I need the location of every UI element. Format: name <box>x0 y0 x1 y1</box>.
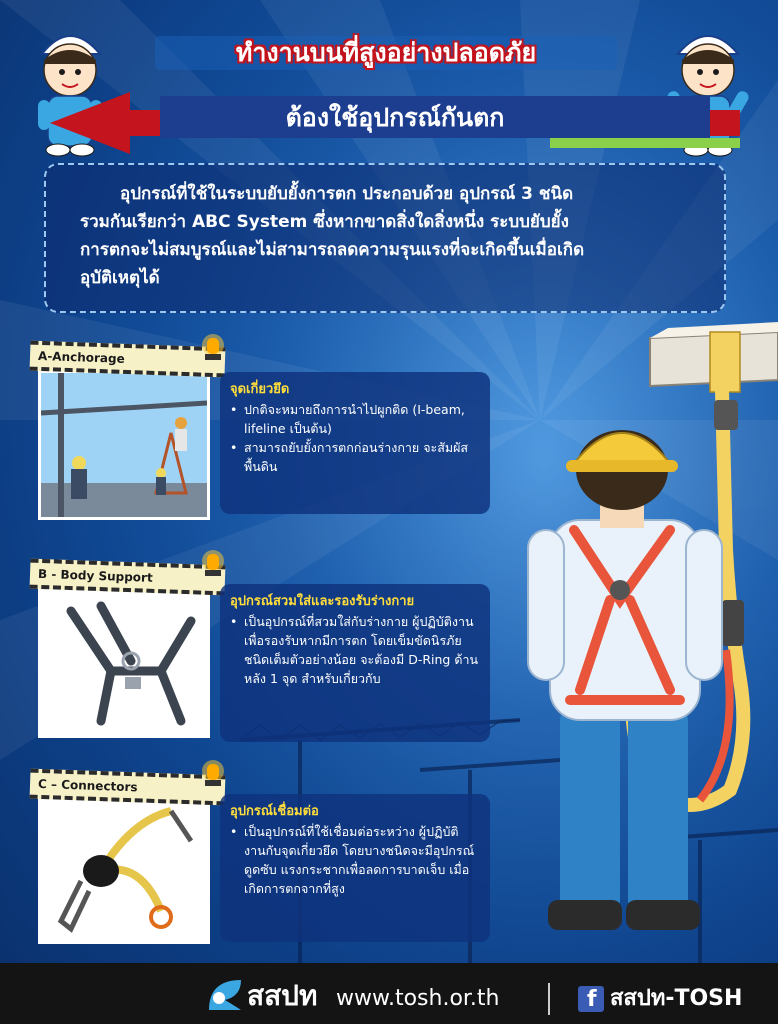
anchorage-card <box>220 372 490 514</box>
page-subtitle: ต้องใช้อุปกรณ์กันตก <box>285 103 505 132</box>
intro-line: รวมกันเรียกว่า ABC System ซึ่งหากขาดสิ่งใดสิ่งหนึ่ง ระบบยับยั้ง <box>80 212 569 232</box>
tag-anchorage: A-Anchorage <box>30 341 226 378</box>
connectors-card <box>220 794 490 942</box>
intro-text <box>80 180 680 292</box>
footer-url-link[interactable]: www.tosh.or.th <box>336 986 500 1011</box>
connectors-photo <box>38 798 210 944</box>
tag-body-support: B - Body Support <box>30 559 226 596</box>
anchorage-photo <box>38 370 210 520</box>
anchorage-illustration <box>41 373 207 517</box>
card-heading: อุปกรณ์เชื่อมต่อ <box>230 804 319 819</box>
warning-lamp-icon <box>202 550 224 578</box>
body-support-photo <box>38 588 210 738</box>
section-body-support <box>30 560 500 740</box>
facebook-letter: f <box>587 987 597 1012</box>
footer-separator <box>548 983 550 1015</box>
footer-logo-text: สสปท <box>247 979 318 1012</box>
card-bullet: • เป็นอุปกรณ์ที่สวมใส่กับร่างกาย ผู้ปฏิบัติงานเพื่อรองรับหากมีการตก โดยเข็มขัดนิรภัยชนิดเต็มตัวอย่างน้อย จะต้องมี D-Ring ด้านหลัง 1 จุด สำหรับเกี่ยวกับ <box>230 612 480 688</box>
footer-facebook-link[interactable]: สสปท-TOSH <box>610 986 743 1011</box>
harness-illustration <box>41 591 207 735</box>
intro-line: อุบัติเหตุได้ <box>80 268 160 288</box>
lanyard-illustration <box>41 801 207 941</box>
tag-connectors: C – Connectors <box>30 769 226 806</box>
card-heading: จุดเกี่ยวยึด <box>230 382 290 397</box>
warning-lamp-icon <box>202 334 224 362</box>
page-title: ทำงานบนที่สูงอย่างปลอดภัย <box>235 38 537 67</box>
intro-line: การตกจะไม่สมบูรณ์และไม่สามารถลดความรุนแรงที่จะเกิดขึ้นเมื่อเกิด <box>80 240 585 260</box>
section-anchorage <box>30 340 500 520</box>
body-support-card <box>220 584 490 742</box>
worker-illustration <box>500 320 778 960</box>
tosh-logo-icon <box>205 976 245 1014</box>
facebook-icon[interactable] <box>578 986 604 1012</box>
card-heading: อุปกรณ์สวมใส่และรองรับร่างกาย <box>230 594 415 609</box>
intro-line: อุปกรณ์ที่ใช้ในระบบยับยั้งการตก ประกอบด้วย อุปกรณ์ 3 ชนิด <box>120 184 574 204</box>
card-bullet: • ปกติจะหมายถึงการนำไปผูกติด (I-beam, lifeline เป็นต้น) <box>230 400 480 438</box>
card-bullet: • เป็นอุปกรณ์ที่ใช้เชื่อมต่อระหว่าง ผู้ปฏิบัติงานกับจุดเกี่ยวยึด โดยบางชนิดจะมีอุปกรณ์ดูดซับ แรงกระชากเพื่อลดการบาดเจ็บ เมื่อเกิดการตกจากที่สูง <box>230 822 480 898</box>
card-bullet: • สามารถยับยั้งการตกก่อนร่างกาย จะสัมผัสพื้นดิน <box>230 438 480 476</box>
section-connectors <box>30 770 500 950</box>
warning-lamp-icon <box>202 760 224 788</box>
